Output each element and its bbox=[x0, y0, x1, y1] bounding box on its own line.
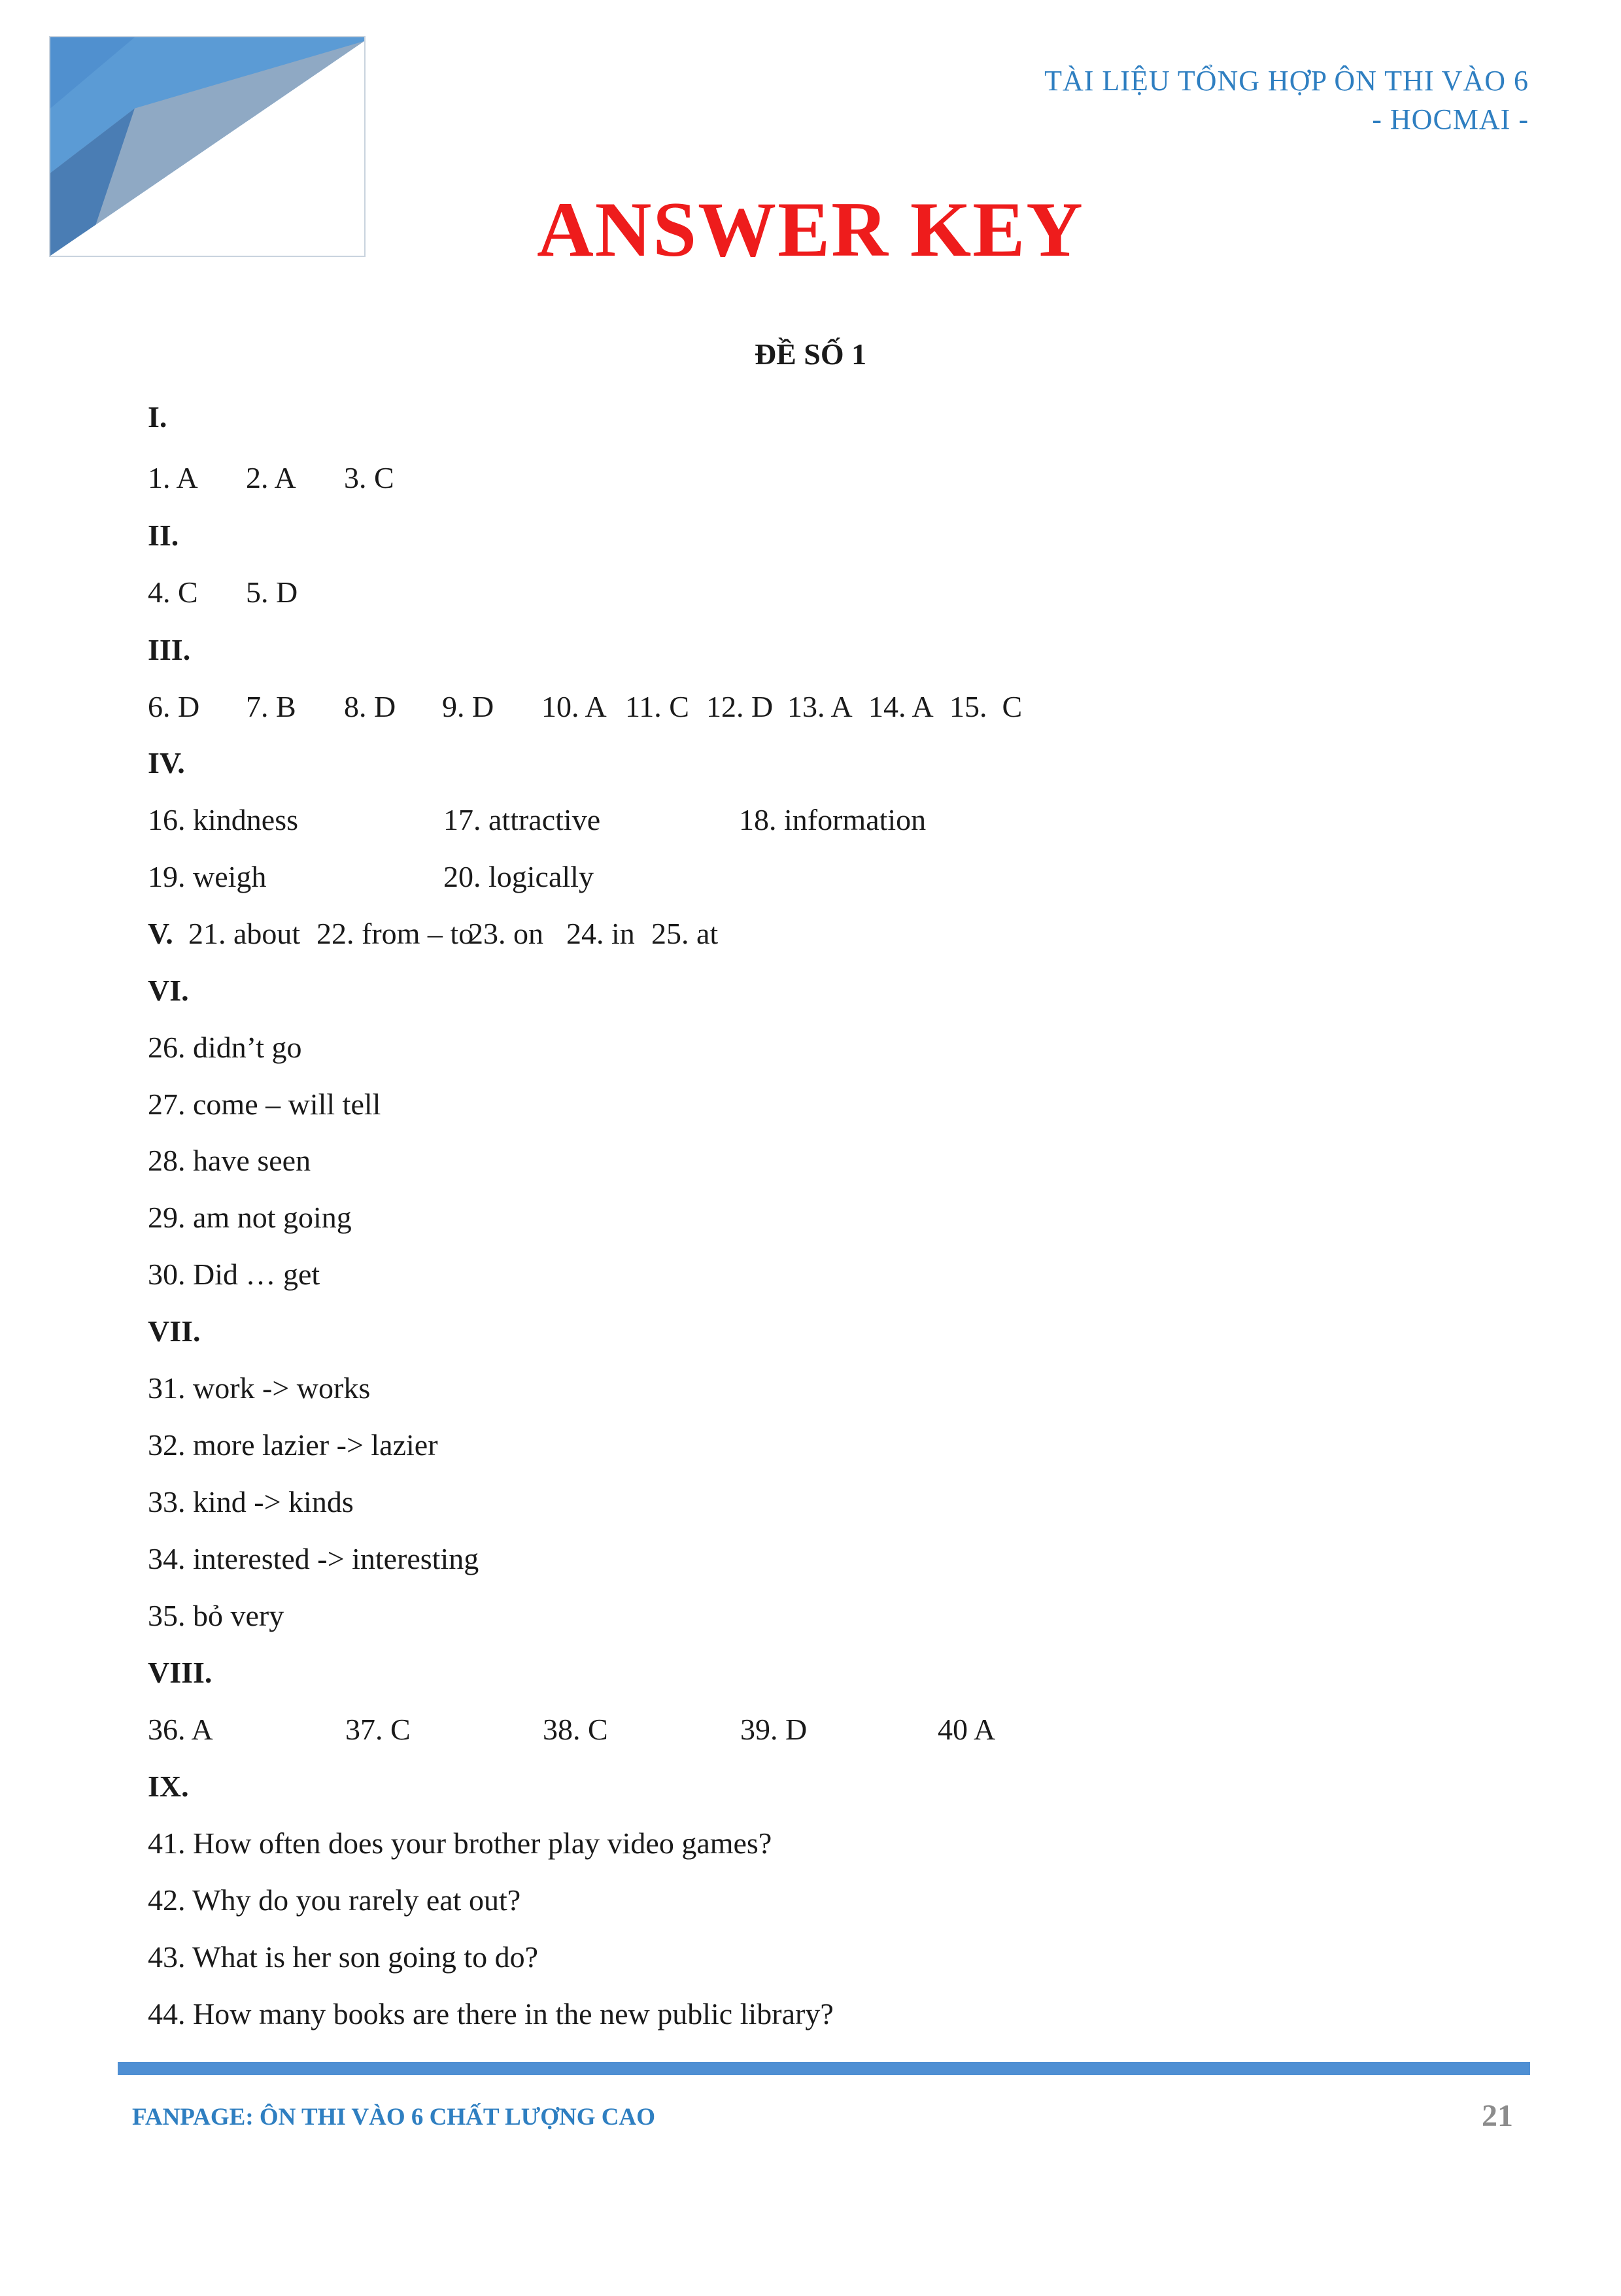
answer-17: 17. attractive bbox=[443, 803, 601, 836]
answer-34: 34. interested -> interesting bbox=[148, 1542, 479, 1575]
section-label-1: I. bbox=[148, 400, 167, 434]
answer-10: 10. A bbox=[541, 690, 607, 723]
section-label-4: IV. bbox=[148, 746, 185, 780]
answer-32: 32. more lazier -> lazier bbox=[148, 1428, 438, 1462]
answer-7: 7. B bbox=[246, 690, 296, 723]
answer-3: 3. C bbox=[344, 461, 394, 494]
answer-39: 39. D bbox=[740, 1713, 808, 1746]
answer-26: 26. didn’t go bbox=[148, 1031, 302, 1064]
exam-title: ĐỀ SỐ 1 bbox=[754, 337, 867, 371]
answer-19: 19. weigh bbox=[148, 860, 267, 893]
answer-31: 31. work -> works bbox=[148, 1371, 371, 1405]
answer-23: 23. on bbox=[468, 917, 543, 950]
answer-22: 22. from – to bbox=[316, 917, 474, 950]
header-doc-title: TÀI LIỆU TỔNG HỢP ÔN THI VÀO 6 bbox=[1044, 65, 1529, 97]
page-title: ANSWER KEY bbox=[537, 186, 1084, 273]
answer-row bbox=[148, 917, 718, 951]
answer-9: 9. D bbox=[442, 690, 494, 723]
footer-fanpage: FANPAGE: ÔN THI VÀO 6 CHẤT LƯỢNG CAO bbox=[132, 2104, 655, 2131]
answer-33: 33. kind -> kinds bbox=[148, 1485, 354, 1518]
answer-2: 2. A bbox=[246, 461, 296, 494]
answer-20: 20. logically bbox=[443, 860, 594, 893]
answer-8: 8. D bbox=[344, 690, 396, 723]
section-label-3: III. bbox=[148, 633, 191, 666]
section-label-5: V. bbox=[148, 917, 173, 950]
answer-38: 38. C bbox=[543, 1713, 608, 1746]
answer-5: 5. D bbox=[246, 575, 298, 609]
answer-row bbox=[148, 860, 594, 895]
answer-30: 30. Did … get bbox=[148, 1258, 320, 1291]
section-label-2: II. bbox=[148, 519, 179, 552]
answer-row bbox=[148, 1713, 995, 1747]
answer-37: 37. C bbox=[345, 1713, 411, 1746]
section-label-8: VIII. bbox=[148, 1656, 213, 1689]
answer-42: 42. Why do you rarely eat out? bbox=[148, 1883, 521, 1917]
answer-18: 18. information bbox=[739, 803, 927, 836]
answer-36: 36. A bbox=[148, 1713, 213, 1746]
page-number: 21 bbox=[1482, 2099, 1513, 2133]
footer-divider bbox=[118, 2062, 1530, 2075]
section-label-9: IX. bbox=[148, 1770, 189, 1803]
answer-14: 14. A bbox=[868, 690, 934, 723]
answer-row bbox=[148, 575, 298, 610]
answer-27: 27. come – will tell bbox=[148, 1088, 381, 1121]
answer-25: 25. at bbox=[651, 917, 719, 950]
answer-21: 21. about bbox=[188, 917, 301, 950]
answer-4: 4. C bbox=[148, 575, 198, 609]
answer-40: 40 A bbox=[938, 1713, 996, 1746]
answer-41: 41. How often does your brother play video games? bbox=[148, 1826, 772, 1860]
section-label-6: VI. bbox=[148, 974, 189, 1007]
answer-29: 29. am not going bbox=[148, 1201, 352, 1234]
section-label-7: VII. bbox=[148, 1314, 201, 1348]
answer-35: 35. bỏ very bbox=[148, 1599, 284, 1632]
answer-24: 24. in bbox=[566, 917, 635, 950]
header-publisher: - HOCMAI - bbox=[1372, 103, 1529, 135]
answer-6: 6. D bbox=[148, 690, 200, 723]
answer-43: 43. What is her son going to do? bbox=[148, 1940, 539, 1974]
answer-1: 1. A bbox=[148, 461, 198, 494]
answer-44: 44. How many books are there in the new public library? bbox=[148, 1997, 834, 2030]
answer-28: 28. have seen bbox=[148, 1144, 311, 1177]
answer-12: 12. D bbox=[706, 690, 774, 723]
answer-row bbox=[148, 461, 394, 496]
answer-row bbox=[148, 803, 926, 838]
answer-16: 16. kindness bbox=[148, 803, 298, 836]
answer-15: 15. C bbox=[949, 690, 1023, 723]
answer-13: 13. A bbox=[787, 690, 853, 723]
answer-row bbox=[148, 690, 1022, 725]
answer-11: 11. C bbox=[625, 690, 689, 723]
